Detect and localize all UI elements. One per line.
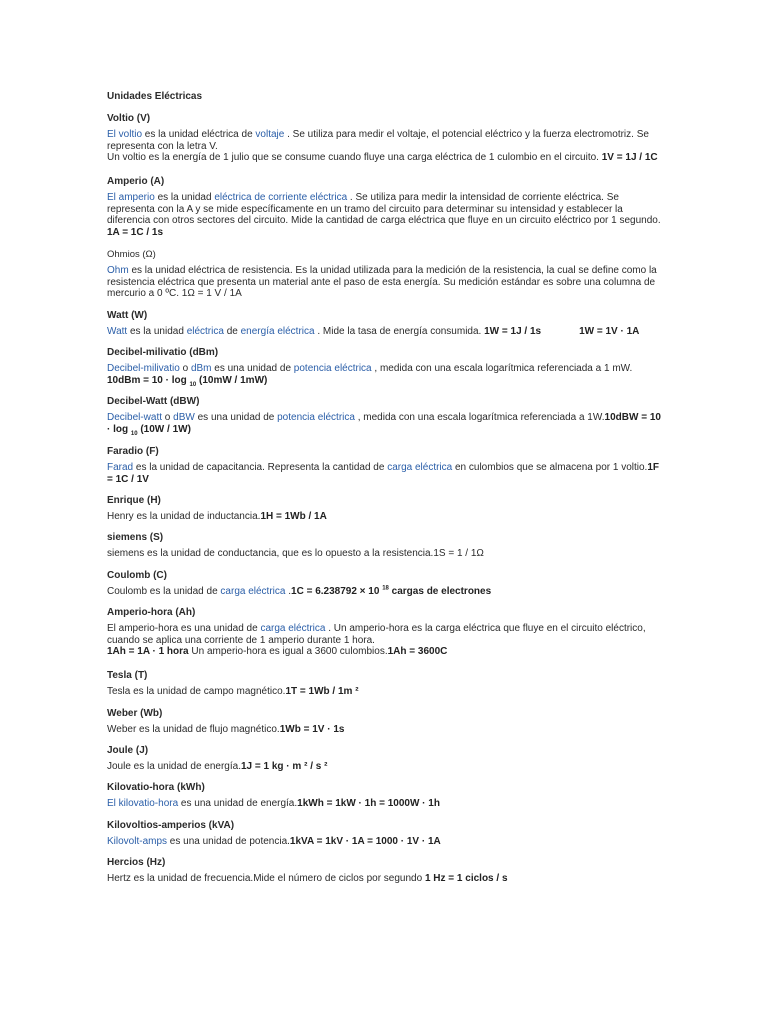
body-text: Coulomb es la unidad de (107, 586, 221, 597)
formula: 1 Hz = 1 ciclos / s (424, 873, 508, 884)
section-heading: Hercios (Hz) (107, 857, 166, 868)
link-voltaje[interactable]: voltaje (255, 129, 285, 140)
link-energia-electrica[interactable]: energía eléctrica (240, 326, 315, 337)
body-text: Un amperio-hora es igual a 3600 culombios. (188, 646, 388, 657)
body-text: Tesla es la unidad de campo magnético. (107, 686, 286, 697)
document-title: Unidades Eléctricas (107, 91, 203, 102)
section-body (107, 129, 667, 152)
section-heading: Tesla (T) (107, 670, 148, 681)
link-farad[interactable]: Farad (107, 462, 134, 473)
section-body (107, 462, 667, 485)
link-dbw[interactable]: dBW (173, 412, 195, 423)
formula-subscript: 10 (189, 381, 197, 388)
section-heading: Decibel-milivatio (dBm) (107, 347, 219, 358)
link-voltio[interactable]: El voltio (107, 129, 143, 140)
section-watt (107, 310, 667, 338)
section-siemens (107, 532, 667, 560)
body-text: siemens es la unidad de conductancia, que es lo opuesto a la resistencia.1S = 1 / 1Ω (107, 548, 484, 559)
section-body (107, 363, 667, 386)
body-text: en culombios que se almacena por 1 voltio. (452, 462, 648, 473)
section-body (107, 623, 667, 646)
section-body (107, 586, 667, 598)
section-body (107, 326, 667, 338)
section-heading: Decibel-Watt (dBW) (107, 396, 200, 407)
body-text: Un voltio es la energía de 1 julio que se consume cuando fluye una carga eléctrica de 1 culombio en el circuito. (107, 152, 602, 163)
body-text: es la unidad eléctrica de (142, 129, 256, 140)
section-heading: Ohmios (Ω) (107, 249, 156, 260)
body-text: . Mide la tasa de energía consumida. (314, 326, 485, 337)
section-weber (107, 708, 667, 736)
body-text: Henry es la unidad de inductancia. (107, 511, 261, 522)
body-text: es una unidad de (211, 363, 294, 374)
section-body (107, 724, 667, 736)
link-potencia-electrica[interactable]: potencia eléctrica (277, 412, 355, 423)
formula: 1J = 1 kg · m ² / s ² (241, 761, 328, 772)
formula: 10dBW = 10 · log (107, 412, 661, 435)
body-text: El amperio-hora es una unidad de (107, 623, 261, 634)
formula: 1H = 1Wb / 1A (260, 511, 327, 522)
body-text: . Un amperio-hora es la carga eléctrica que fluye en el circuito eléctrico, cuando se aplica una corriente de 1 amperio durante 1 hora. (107, 623, 646, 646)
section-heading: Kilovatio-hora (kWh) (107, 782, 205, 793)
section-heading: Kilovoltios-amperios (kVA) (107, 820, 235, 831)
formula: 1F = 1C / 1V (107, 462, 660, 485)
section-heading: Joule (J) (107, 745, 149, 756)
section-body (107, 798, 667, 810)
section-body (107, 548, 667, 560)
section-heading: Faradio (F) (107, 446, 159, 457)
link-potencia-electrica[interactable]: potencia eléctrica (293, 363, 372, 374)
formula: 1Ah = 3600C (387, 646, 448, 657)
section-heading: Coulomb (C) (107, 570, 167, 581)
section-dbw (107, 396, 667, 435)
formula: 1A = 1C / 1s (107, 226, 164, 238)
body-text: . Se utiliza para medir la intensidad de corriente eléctrica. Se representa con la A y se mide específicamente en un tramo del circuito para determinar su intensidad y establecer la diferencia con otros sectores del circuito. Mide la cantidad de carga eléctrica que fluye en un circuito eléctrico por 1 segundo. (107, 192, 661, 226)
section-body (107, 192, 667, 238)
section-faradio (107, 446, 667, 485)
section-coulomb (107, 570, 667, 598)
body-text: Hertz es la unidad de frecuencia.Mide el número de ciclos por segundo (107, 873, 425, 884)
body-text: es la unidad (127, 326, 187, 337)
formula: 1C = 6.238792 × 10 (291, 586, 383, 597)
body-text: es una unidad de energía. (178, 798, 298, 809)
body-text: es una unidad de potencia. (167, 836, 290, 847)
section-hercios (107, 857, 667, 885)
link-watt[interactable]: Watt (107, 326, 128, 337)
formula: 1kVA = 1kV · 1A = 1000 · 1V · 1A (289, 836, 441, 847)
section-body (107, 511, 667, 523)
body-text: es la unidad (154, 192, 215, 203)
section-body (107, 265, 667, 300)
body-text: , medida con una escala logarítmica referenciada a 1 mW. (371, 363, 633, 374)
section-body (107, 152, 667, 164)
formula: 1W = 1J / 1s (484, 326, 542, 337)
body-text: . (285, 586, 292, 597)
formula: 1kWh = 1kW · 1h = 1000W · 1h (297, 798, 440, 809)
section-heading: Amperio (A) (107, 176, 165, 187)
formula: 10dBm = 10 · log (107, 374, 190, 386)
section-body (107, 761, 667, 773)
body-text: es la unidad eléctrica de resistencia. Es la unidad utilizada para la medición de la resistencia, la cual se define como la resistencia eléctrica que presenta un material ante el paso de esta energía. Su medición estándar es sobre una columna de mercurio a 0 ºC. 1Ω = 1 V / 1A (107, 265, 657, 299)
link-kilovatio-hora[interactable]: El kilovatio-hora (107, 798, 179, 809)
body-text: Weber es la unidad de flujo magnético. (107, 724, 280, 735)
section-tesla (107, 670, 667, 698)
formula: (10W / 1W) (137, 423, 191, 435)
formula-superscript: 18 (382, 585, 389, 592)
link-carga-electrica[interactable]: carga eléctrica (220, 586, 286, 597)
link-corriente-electrica[interactable]: eléctrica de corriente eléctrica (214, 192, 348, 203)
section-body (107, 836, 667, 848)
section-body (107, 646, 667, 658)
section-ohmios (107, 249, 667, 300)
body-text: o (162, 412, 174, 423)
section-dbm (107, 347, 667, 386)
link-amperio[interactable]: El amperio (107, 192, 155, 203)
formula: 1Ah = 1A · 1 hora (107, 646, 189, 657)
link-kilovolt-amps[interactable]: Kilovolt-amps (107, 836, 168, 847)
section-heading: Voltio (V) (107, 113, 151, 124)
formula: 1T = 1Wb / 1m ² (285, 686, 359, 697)
body-text: o (179, 363, 191, 374)
link-electrica[interactable]: eléctrica (186, 326, 224, 337)
body-text: , medida con una escala logarítmica referenciada a 1W. (354, 412, 605, 423)
section-body (107, 686, 667, 698)
section-kva (107, 820, 667, 848)
section-heading: siemens (S) (107, 532, 164, 543)
section-kwh (107, 782, 667, 810)
formula: 1Wb = 1V · 1s (279, 724, 345, 735)
section-heading: Watt (W) (107, 310, 148, 321)
formula: (10mW / 1mW) (196, 374, 268, 386)
section-body (107, 873, 667, 885)
section-heading: Enrique (H) (107, 495, 161, 506)
body-text: Joule es la unidad de energía. (107, 761, 241, 772)
link-dbm[interactable]: dBm (190, 363, 212, 374)
body-text: es una unidad de (194, 412, 278, 423)
section-amperio (107, 176, 667, 238)
body-text: . Se utiliza para medir el voltaje, el potencial eléctrico y la fuerza electromotriz. Se representa con la letra V. (107, 129, 649, 152)
link-carga-electrica[interactable]: carga eléctrica (260, 623, 326, 634)
formula: 1V = 1J / 1C (601, 152, 658, 163)
section-body (107, 412, 667, 435)
section-enrique (107, 495, 667, 523)
link-decibel-watt[interactable]: Decibel-watt (107, 412, 163, 423)
formula: cargas de electrones (388, 586, 492, 597)
body-text: de (223, 326, 241, 337)
section-heading: Amperio-hora (Ah) (107, 607, 196, 618)
section-voltio (107, 113, 667, 164)
link-ohm[interactable]: Ohm (107, 265, 129, 276)
body-text: es la unidad de capacitancia. Representa la cantidad de (133, 462, 388, 473)
formula: 1W = 1V · 1A (579, 326, 640, 337)
section-heading: Weber (Wb) (107, 708, 163, 719)
section-joule (107, 745, 667, 773)
section-amperio-hora (107, 607, 667, 658)
link-decibel-milivatio[interactable]: Decibel-milivatio (107, 363, 180, 374)
formula-subscript: 10 (130, 430, 138, 437)
link-carga-electrica[interactable]: carga eléctrica (387, 462, 453, 473)
